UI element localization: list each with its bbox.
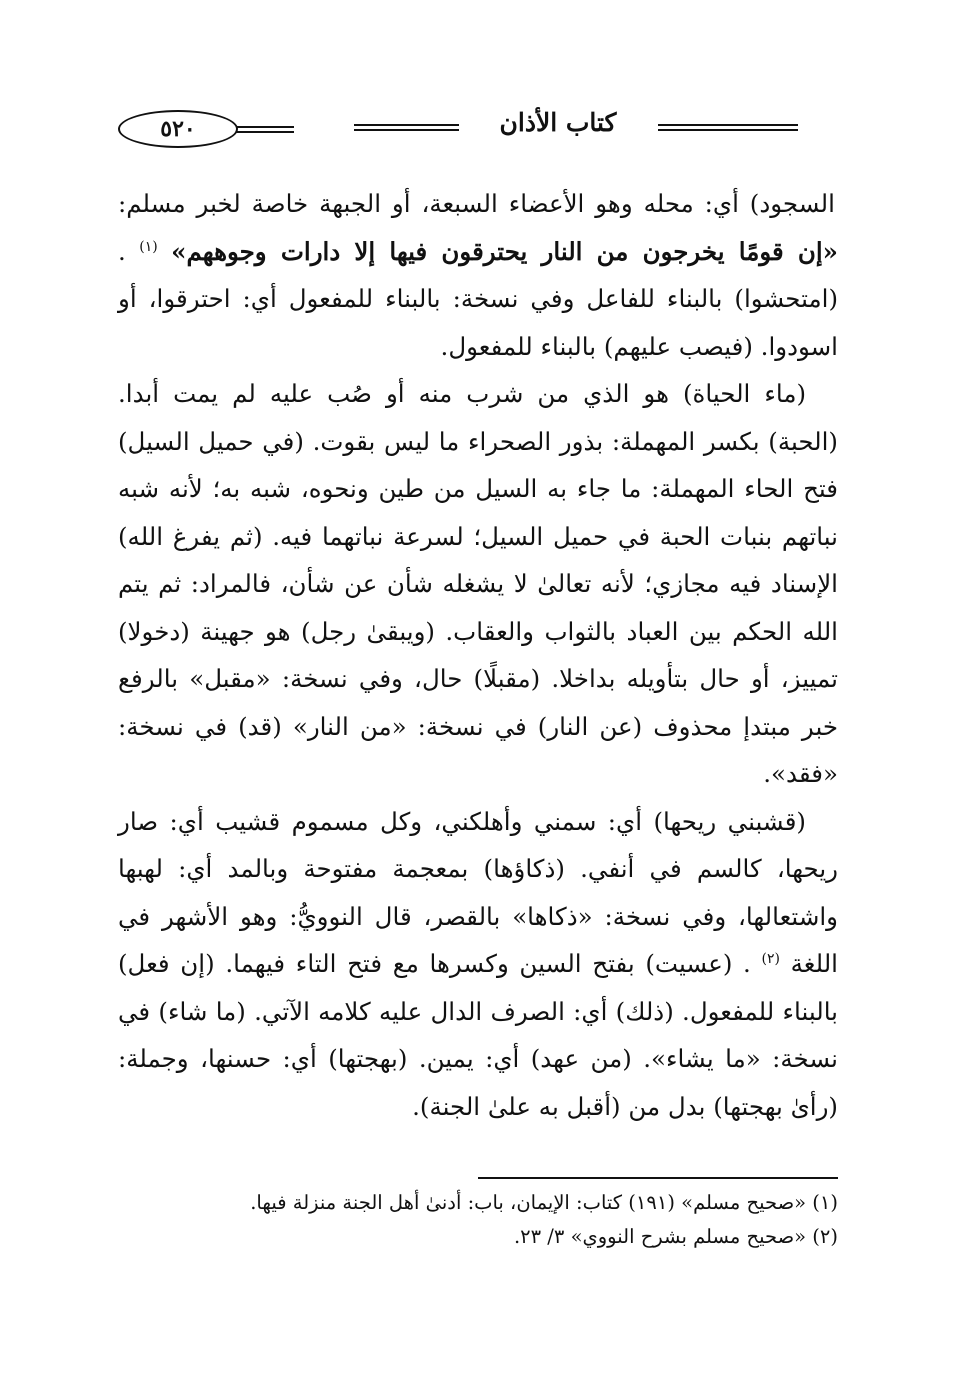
- paragraph-2: (ماء الحياة) هو الذي من شرب منه أو صُب عليه لم يمت أبدا. (الحبة) بكسر المهملة: بذور الصحراء ما ليس بقوت. (في حميل السيل) فتح الحاء المهملة: ما جاء به السيل من طين ونحوه، شبه به؛ لأنه شبه نباتهم بنبات الحبة في حميل السيل؛ لسرعة نباتهما فيه. (ثم يفرغ الله) الإسناد فيه مجازي؛ لأنه تعالىٰ لا يشغله شأن عن شأن، فالمراد: ثم يتم الله الحكم بين العباد بالثواب والعقاب. (ويبقىٰ رجل) هو جهينة (دخولا) تمييز، أو حال بتأويله بداخلا. (مقبلًا) حال، وفي نسخة: «مقبل» بالرفع خبر مبتدإ محذوف (عن النار) في نسخة: «من النار» (قد) في نسخة: «فقد».: [118, 379, 838, 788]
- footnote-marker: (٢): [761, 950, 780, 967]
- header-rule-middle: [354, 129, 459, 131]
- paragraph-text: . (عسيت) بفتح السين وكسرها مع فتح التاء فيهما. (إن فعل) بالبناء للمفعول. (ذلك) أي: الصرف الدال عليه كلامه الآتي. (ما شاء) في نسخة: «ما يشاء». (من عهد) أي: يمين. (بهجتها) أي: حسنها، وجملة: (رأىٰ بهجتها) بدل من (أقبل به علىٰ الجنة).: [118, 949, 838, 1121]
- footnotes: [118, 1186, 838, 1254]
- paragraph-1: [118, 180, 838, 370]
- paragraph-3: [118, 798, 838, 1131]
- paragraph-text: السجود) أي: محله وهو الأعضاء السبعة، أو الجبهة خاصة لخبر مسلم:: [118, 189, 835, 218]
- footnote-separator: [478, 1177, 838, 1179]
- header-rule-left: [234, 126, 294, 128]
- header-rule-right: [658, 124, 798, 126]
- paragraph-text: (قشبني ريحها) أي: سمني وأهلكني، وكل مسموم قشيب أي: صار ريحها، كالسم في أنفي. (ذكاؤها) بمعجمة مفتوحة وبالمد أي: لهبها واشتعالها، وفي نسخة: «ذكاها» بالقصر، قال النوويُّ: وهو الأشهر في اللغة: [118, 806, 838, 978]
- footnote-2: (٢) «صحيح مسلم بشرح النووي» ٣/ ٢٣.: [513, 1225, 838, 1248]
- header-rule-right: [658, 129, 798, 131]
- header-rule-left: [234, 131, 294, 133]
- footnote-1: (١) «صحيح مسلم» (١٩١) كتاب: الإيمان، باب: أدنىٰ أهل الجنة منزلة فيها.: [250, 1191, 838, 1214]
- hadith-quote: «إن قومًا يخرجون من النار يحترقون فيها إلا دارات وجوههم»: [171, 236, 838, 266]
- book-title: كتاب الأذان: [499, 108, 617, 137]
- paragraph-text: . (امتحشوا) بالبناء للفاعل وفي نسخة: بالبناء للمفعول أي: احترقوا، أو اسودوا. (فيصب عليهم) بالبناء للمفعول.: [118, 236, 838, 361]
- page-number: ٥٢٠: [118, 110, 238, 148]
- header-rule-middle: [354, 124, 459, 126]
- page-header: [118, 104, 838, 150]
- body-text: [118, 180, 838, 1130]
- footnote-marker: (١): [139, 238, 158, 255]
